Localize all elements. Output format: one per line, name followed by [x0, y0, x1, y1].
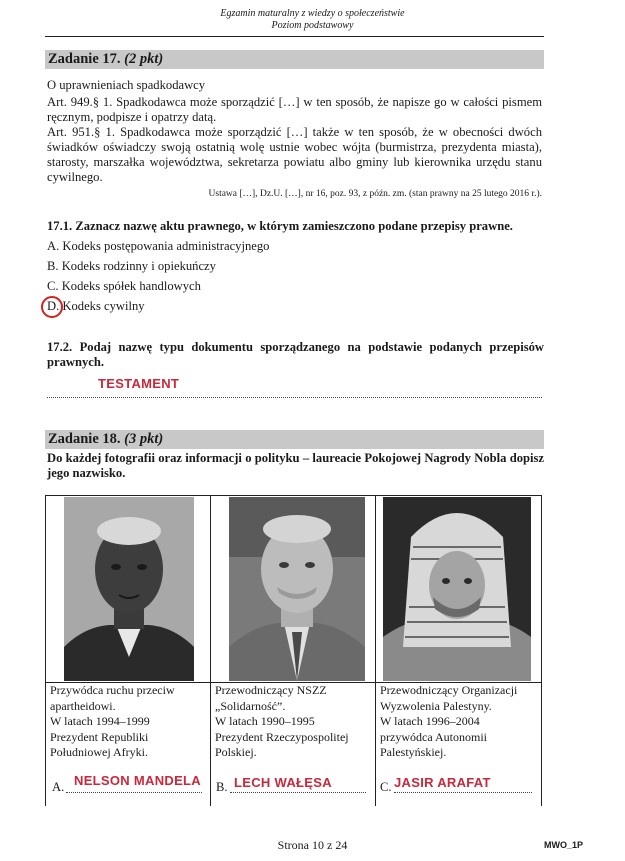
answer-b[interactable]: LECH WAŁĘSA: [234, 775, 332, 790]
task18-title-bar: [45, 430, 544, 449]
grid-divider-2: [375, 495, 376, 806]
photo-walesa: [229, 497, 365, 681]
caption-line: Południowej Afryki.: [50, 745, 148, 759]
caption-line: Prezydent Rzeczypospolitej: [215, 729, 349, 744]
exam-code: MWO_1P: [544, 840, 584, 850]
caption-line: Polskiej.: [215, 745, 257, 759]
answer-c[interactable]: JASIR ARAFAT: [394, 775, 491, 790]
answer-line-b: [230, 792, 366, 793]
answer-17-2[interactable]: TESTAMENT: [98, 376, 180, 391]
header-divider: [45, 36, 544, 37]
question-17-1: 17.1. Zaznacz nazwę aktu prawnego, w którym zamieszczono podane przepisy prawne.: [47, 219, 513, 233]
task18-points: (3 pkt): [124, 431, 164, 447]
caption-line: Przywódca ruchu przeciw: [50, 683, 175, 697]
caption-line: W latach 1990–1995: [215, 714, 315, 728]
letter-b: B.: [216, 780, 228, 794]
caption-b: [215, 683, 373, 761]
page-number: Strona 10 z 24: [277, 838, 348, 852]
selected-answer-circle: [41, 296, 63, 318]
option-b[interactable]: B. Kodeks rodzinny i opiekuńczy: [47, 259, 216, 273]
article-949: Art. 949.§ 1. Spadkodawca może sporządzić […] w ten sposób, że napisze go w całości pismem ręcznym, podpisze i opatrzy datą.: [47, 95, 542, 124]
letter-a: A.: [52, 780, 65, 794]
photo-mandela: [64, 497, 194, 681]
caption-line: apartheidowi.: [50, 698, 116, 713]
source-citation: Ustawa […], Dz.U. […], nr 16, poz. 93, z późn. zm. (stan prawny na 25 lutego 2016 r.).: [208, 189, 542, 199]
caption-line: „Solidarność”.: [215, 698, 286, 713]
caption-line: W latach 1994–1999: [50, 714, 150, 728]
caption-line: Prezydent Republiki: [50, 729, 149, 744]
exam-header: [0, 8, 625, 32]
caption-c: [380, 683, 540, 761]
caption-line: Palestyńskiej.: [380, 745, 447, 759]
letter-c: C.: [380, 780, 392, 794]
task17-intro: O uprawnieniach spadkodawcy: [47, 78, 206, 92]
grid-divider-1: [210, 495, 211, 806]
task18-instruction: Do każdej fotografii oraz informacji o polityku – laureacie Pokojowej Nagrody Nobla dopisz jego nazwisko.: [47, 451, 544, 480]
task17-title-bar: [45, 50, 544, 69]
caption-a: [50, 683, 208, 761]
task17-title: Zadanie 17.: [48, 51, 121, 67]
photo-arafat: [383, 497, 531, 681]
exam-title: Egzamin maturalny z wiedzy o społeczeństwie: [220, 8, 405, 19]
caption-line: Przewodniczący Organizacji: [380, 683, 518, 697]
answer-a[interactable]: NELSON MANDELA: [74, 773, 201, 788]
exam-level: Poziom podstawowy: [271, 20, 354, 31]
task18-title: Zadanie 18.: [48, 431, 121, 447]
caption-line: przywódca Autonomii: [380, 729, 487, 744]
caption-line: W latach 1996–2004: [380, 714, 480, 728]
answer-line-17-2: [47, 396, 542, 398]
answer-line-a: [66, 792, 202, 793]
question-17-2: 17.2. Podaj nazwę typu dokumentu sporządzanego na podstawie podanych przepisów prawnych.: [47, 340, 544, 369]
option-c[interactable]: C. Kodeks spółek handlowych: [47, 279, 201, 293]
caption-line: Przewodniczący NSZZ: [215, 683, 327, 697]
caption-line: Wyzwolenia Palestyny.: [380, 698, 492, 713]
answer-line-c: [394, 792, 532, 793]
option-a[interactable]: A. Kodeks postępowania administracyjnego: [47, 239, 270, 253]
article-951: Art. 951.§ 1. Spadkodawca może sporządzić […] także w ten sposób, że w obecności dwóch świadków oświadczy swoją ostatnią wolę ustnie wobec wójta (burmistrza, prezydenta miasta), starosty, marszałka województwa, sekretarza powiatu albo gminy lub kierownika urzędu stanu cywilnego.: [47, 125, 542, 184]
option-d[interactable]: D. Kodeks cywilny: [47, 299, 145, 313]
task17-points: (2 pkt): [124, 51, 164, 67]
